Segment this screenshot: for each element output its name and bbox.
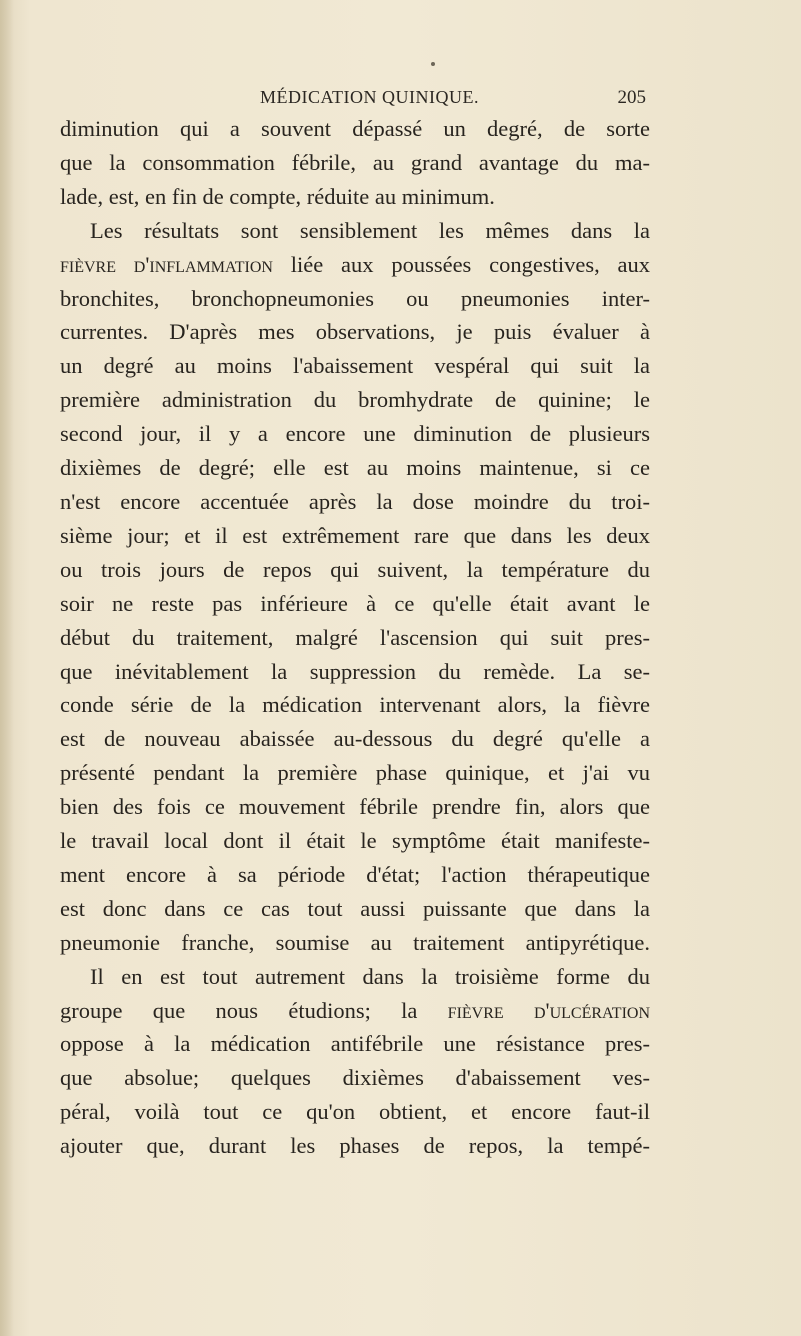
text-line: sième jour; et il est extrêmement rare que dans les deux xyxy=(60,522,650,548)
text-line: que absolue; quelques dixièmes d'abaissement ves- xyxy=(60,1065,650,1091)
text-line: péral, voilà tout ce qu'on obtient, et encore faut-il xyxy=(60,1099,650,1125)
text-line: présenté pendant la première phase quinique, et j'ai vu xyxy=(60,760,650,786)
text-line: soir ne reste pas inférieure à ce qu'elle était avant le xyxy=(60,590,650,616)
text-line: pneumonie franche, soumise au traitement antipyrétique. xyxy=(60,929,650,955)
running-head xyxy=(60,87,650,111)
text-line: diminution qui a souvent dépassé un degré, de sorte xyxy=(60,116,650,141)
page-number: 205 xyxy=(617,87,646,108)
text-line: dixièmes de degré; elle est au moins maintenue, si ce xyxy=(60,455,650,481)
text-line: Les résultats sont sensiblement les mêmes dans la xyxy=(90,217,650,243)
text-line: est de nouveau abaissée au-dessous du degré qu'elle a xyxy=(60,726,650,752)
print-speck xyxy=(431,62,435,66)
text-line: conde série de la médication intervenant alors, la fièvre xyxy=(60,692,650,718)
text-line: bien des fois ce mouvement fébrile prendre fin, alors que xyxy=(60,794,650,820)
body-text xyxy=(60,112,650,1163)
text-line: le travail local dont il était le symptôme était manifeste- xyxy=(60,828,650,854)
text-line: second jour, il y a encore une diminution de plusieurs xyxy=(60,421,650,447)
text-line: currentes. D'après mes observations, je puis évaluer à xyxy=(60,319,650,345)
page-edge-shadow xyxy=(0,0,14,1336)
text-line: oppose à la médication antifébrile une résistance pres- xyxy=(60,1031,650,1057)
text-line: ajouter que, durant les phases de repos, la tempé- xyxy=(60,1133,650,1159)
text-line: Il en est tout autrement dans la troisième forme du xyxy=(90,963,650,989)
text-fragment: groupe que nous étudions; la xyxy=(60,997,418,1023)
text-line: ment encore à sa période d'état; l'action thérapeutique xyxy=(60,861,650,887)
text-line: un degré au moins l'abaissement vespéral qui suit la xyxy=(60,353,650,379)
text-line: bronchites, bronchopneumonies ou pneumonies inter- xyxy=(60,285,650,311)
text-line: lade, est, en fin de compte, réduite au minimum. xyxy=(60,183,495,209)
text-line: est donc dans ce cas tout aussi puissante que dans la xyxy=(60,895,650,921)
text-fragment: liée aux poussées congestives, aux xyxy=(290,251,650,277)
text-line xyxy=(60,994,650,1028)
text-line xyxy=(60,248,650,282)
text-line: n'est encore accentuée après la dose moindre du troi- xyxy=(60,488,650,514)
text-line: que la consommation fébrile, au grand avantage du ma- xyxy=(60,149,650,175)
text-line: début du traitement, malgré l'ascension qui suit pres- xyxy=(60,624,650,650)
text-line: première administration du bromhydrate de quinine; le xyxy=(60,387,650,413)
small-caps-term: fièvre d'ulcération xyxy=(447,997,651,1023)
text-line: ou trois jours de repos qui suivent, la température du xyxy=(60,556,650,582)
small-caps-term: fièvre d'inflammation xyxy=(60,251,273,277)
running-title: MÉDICATION QUINIQUE. xyxy=(260,87,479,107)
text-line: que inévitablement la suppression du remède. La se- xyxy=(60,658,650,684)
